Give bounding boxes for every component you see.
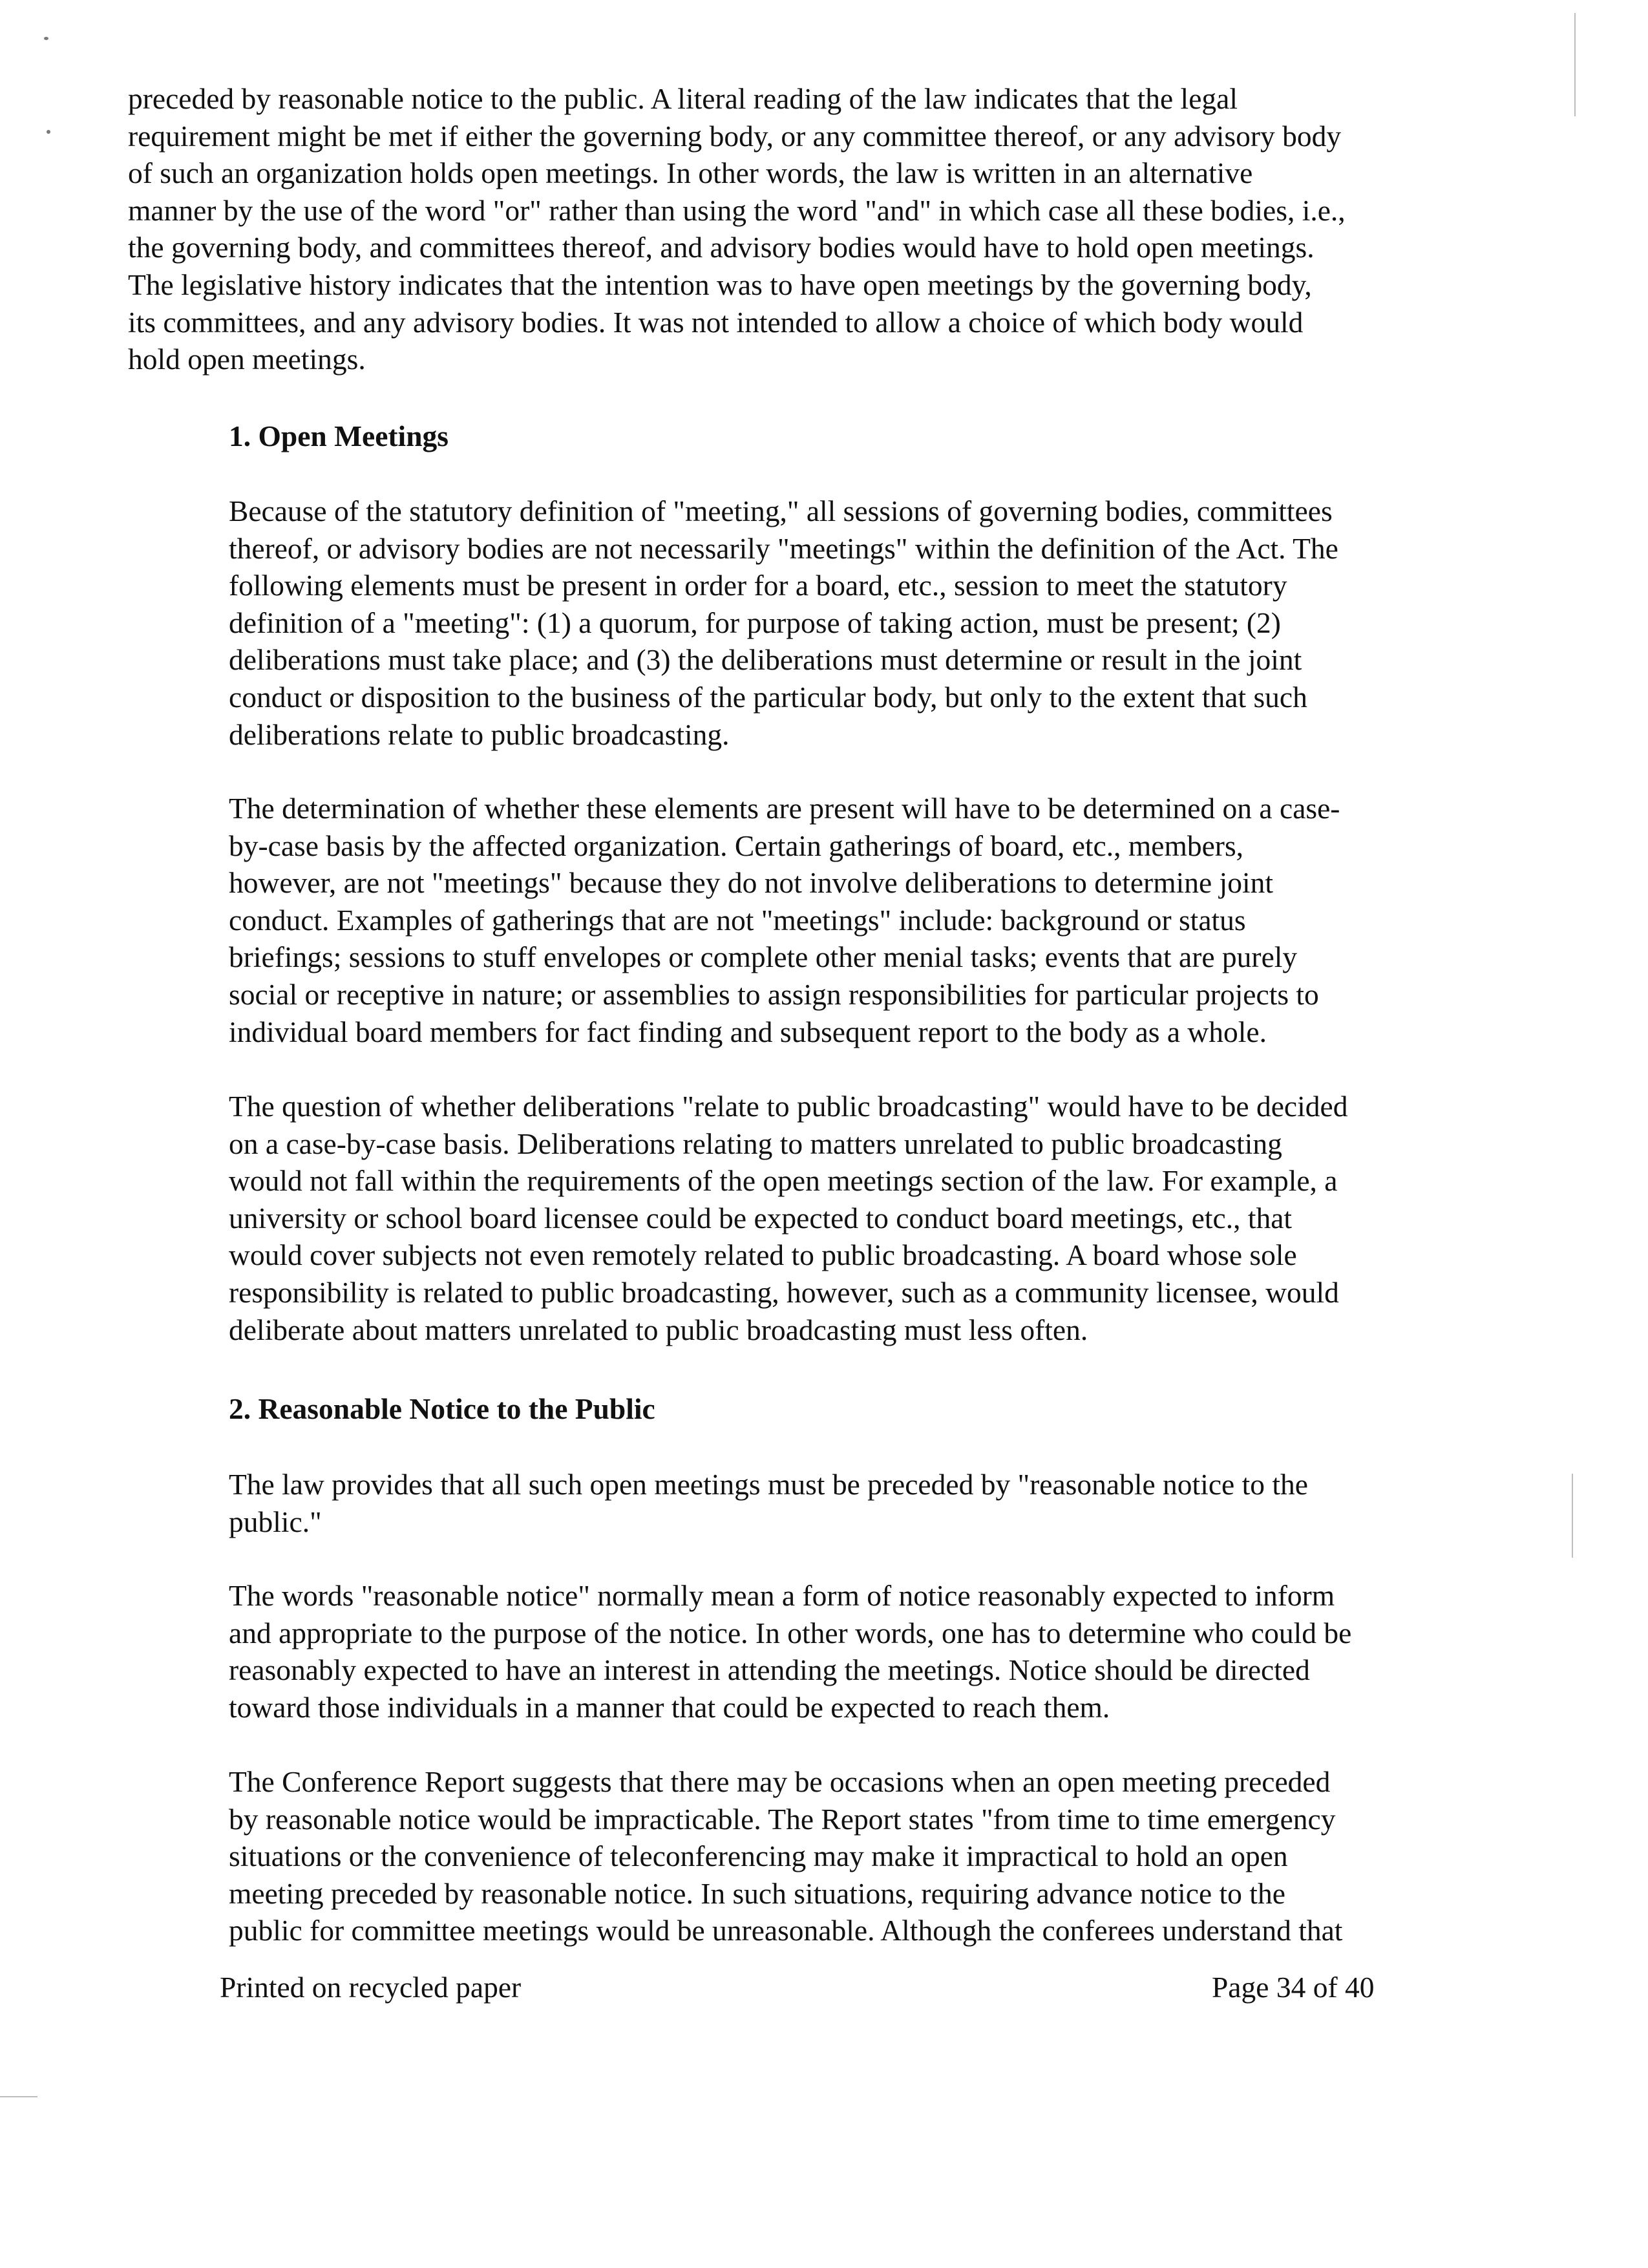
text-line: the governing body, and committees thereof, and advisory bodies would have to hold open meetings.	[128, 231, 1315, 264]
footer-left-note: Printed on recycled paper	[220, 1971, 522, 2004]
intro-paragraph	[128, 80, 1346, 378]
text-line: its committees, and any advisory bodies. It was not intended to allow a choice of which body would	[128, 305, 1304, 339]
scan-edge-mark	[1572, 1474, 1573, 1558]
text-line: university or school board licensee could be expected to conduct board meetings, etc., that	[229, 1201, 1293, 1235]
reasonable-notice-paragraph-1	[229, 1466, 1308, 1540]
text-line: The words "reasonable notice" normally mean a form of notice reasonably expected to inform	[229, 1579, 1335, 1612]
page-number: Page 34 of 40	[1212, 1971, 1375, 2004]
text-line: The legislative history indicates that the intention was to have open meetings by the governing body,	[128, 268, 1312, 301]
text-line: toward those individuals in a manner that could be expected to reach them.	[229, 1690, 1110, 1724]
text-line: conduct. Examples of gatherings that are not "meetings" include: background or status	[229, 903, 1246, 937]
text-line: reasonably expected to have an interest in attending the meetings. Notice should be directed	[229, 1653, 1310, 1687]
text-line: public."	[229, 1505, 322, 1538]
open-meetings-paragraph-2	[229, 790, 1340, 1050]
text-line: meeting preceded by reasonable notice. In such situations, requiring advance notice to the	[229, 1876, 1285, 1910]
text-line: on a case-by-case basis. Deliberations relating to matters unrelated to public broadcasting	[229, 1127, 1282, 1160]
text-line: deliberations must take place; and (3) the deliberations must determine or result in the joint	[229, 643, 1302, 677]
text-line: Because of the statutory definition of "meeting," all sessions of governing bodies, committees	[229, 494, 1333, 527]
text-line: conduct or disposition to the business of the particular body, but only to the extent that such	[229, 680, 1307, 714]
text-line: thereof, or advisory bodies are not necessarily "meetings" within the definition of the Act. The	[229, 531, 1338, 565]
text-line: social or receptive in nature; or assemblies to assign responsibilities for particular projects to	[229, 977, 1319, 1011]
text-line: individual board members for fact finding and subsequent report to the body as a whole.	[229, 1015, 1267, 1048]
section-heading-open-meetings: 1. Open Meetings	[229, 419, 449, 452]
text-line: deliberate about matters unrelated to public broadcasting must less often.	[229, 1313, 1088, 1346]
text-line: by reasonable notice would be impracticable. The Report states "from time to time emergency	[229, 1802, 1336, 1836]
text-line: definition of a "meeting": (1) a quorum, for purpose of taking action, must be present; (2)	[229, 606, 1281, 639]
text-line: by-case basis by the affected organization. Certain gatherings of board, etc., members,	[229, 829, 1244, 862]
scan-edge-mark	[0, 2096, 37, 2097]
text-line: briefings; sessions to stuff envelopes or complete other menial tasks; events that are purely	[229, 940, 1298, 974]
text-line: public for committee meetings would be unreasonable. Although the conferees understand that	[229, 1914, 1343, 1947]
text-line: of such an organization holds open meetings. In other words, the law is written in an alternative	[128, 156, 1253, 190]
text-line: responsibility is related to public broadcasting, however, such as a community licensee, would	[229, 1275, 1339, 1309]
text-line: would cover subjects not even remotely related to public broadcasting. A board whose sole	[229, 1238, 1297, 1272]
text-line: deliberations relate to public broadcasting.	[229, 717, 730, 751]
text-line: preceded by reasonable notice to the public. A literal reading of the law indicates that the legal	[128, 82, 1238, 115]
open-meetings-paragraph-3	[229, 1088, 1347, 1348]
text-line: The question of whether deliberations "relate to public broadcasting" would have to be decided	[229, 1090, 1348, 1123]
text-line: would not fall within the requirements of the open meetings section of the law. For example, a	[229, 1164, 1338, 1198]
text-line: requirement might be met if either the governing body, or any committee thereof, or any advisory body	[128, 119, 1342, 153]
scan-speck	[44, 37, 48, 40]
scan-speck	[47, 130, 50, 134]
text-line: The Conference Report suggests that there may be occasions when an open meeting preceded	[229, 1765, 1331, 1798]
text-line: The law provides that all such open meetings must be preceded by "reasonable notice to the	[229, 1468, 1308, 1501]
text-line: The determination of whether these elements are present will have to be determined on a case-	[229, 792, 1340, 825]
text-line: manner by the use of the word "or" rather than using the word "and" in which case all these bodies, i.e.,	[128, 193, 1346, 227]
text-line: following elements must be present in order for a board, etc., session to meet the statutory	[229, 569, 1287, 602]
reasonable-notice-paragraph-2	[229, 1577, 1351, 1726]
scan-edge-mark	[1574, 13, 1576, 116]
text-line: and appropriate to the purpose of the notice. In other words, one has to determine who could be	[229, 1616, 1352, 1649]
text-line: hold open meetings.	[128, 343, 366, 376]
reasonable-notice-paragraph-3	[229, 1763, 1342, 1949]
section-heading-reasonable-notice: 2. Reasonable Notice to the Public	[229, 1392, 655, 1425]
text-line: however, are not "meetings" because they do not involve deliberations to determine joint	[229, 866, 1273, 900]
open-meetings-paragraph-1	[229, 493, 1338, 753]
text-line: situations or the convenience of teleconferencing may make it impractical to hold an open	[229, 1839, 1288, 1873]
